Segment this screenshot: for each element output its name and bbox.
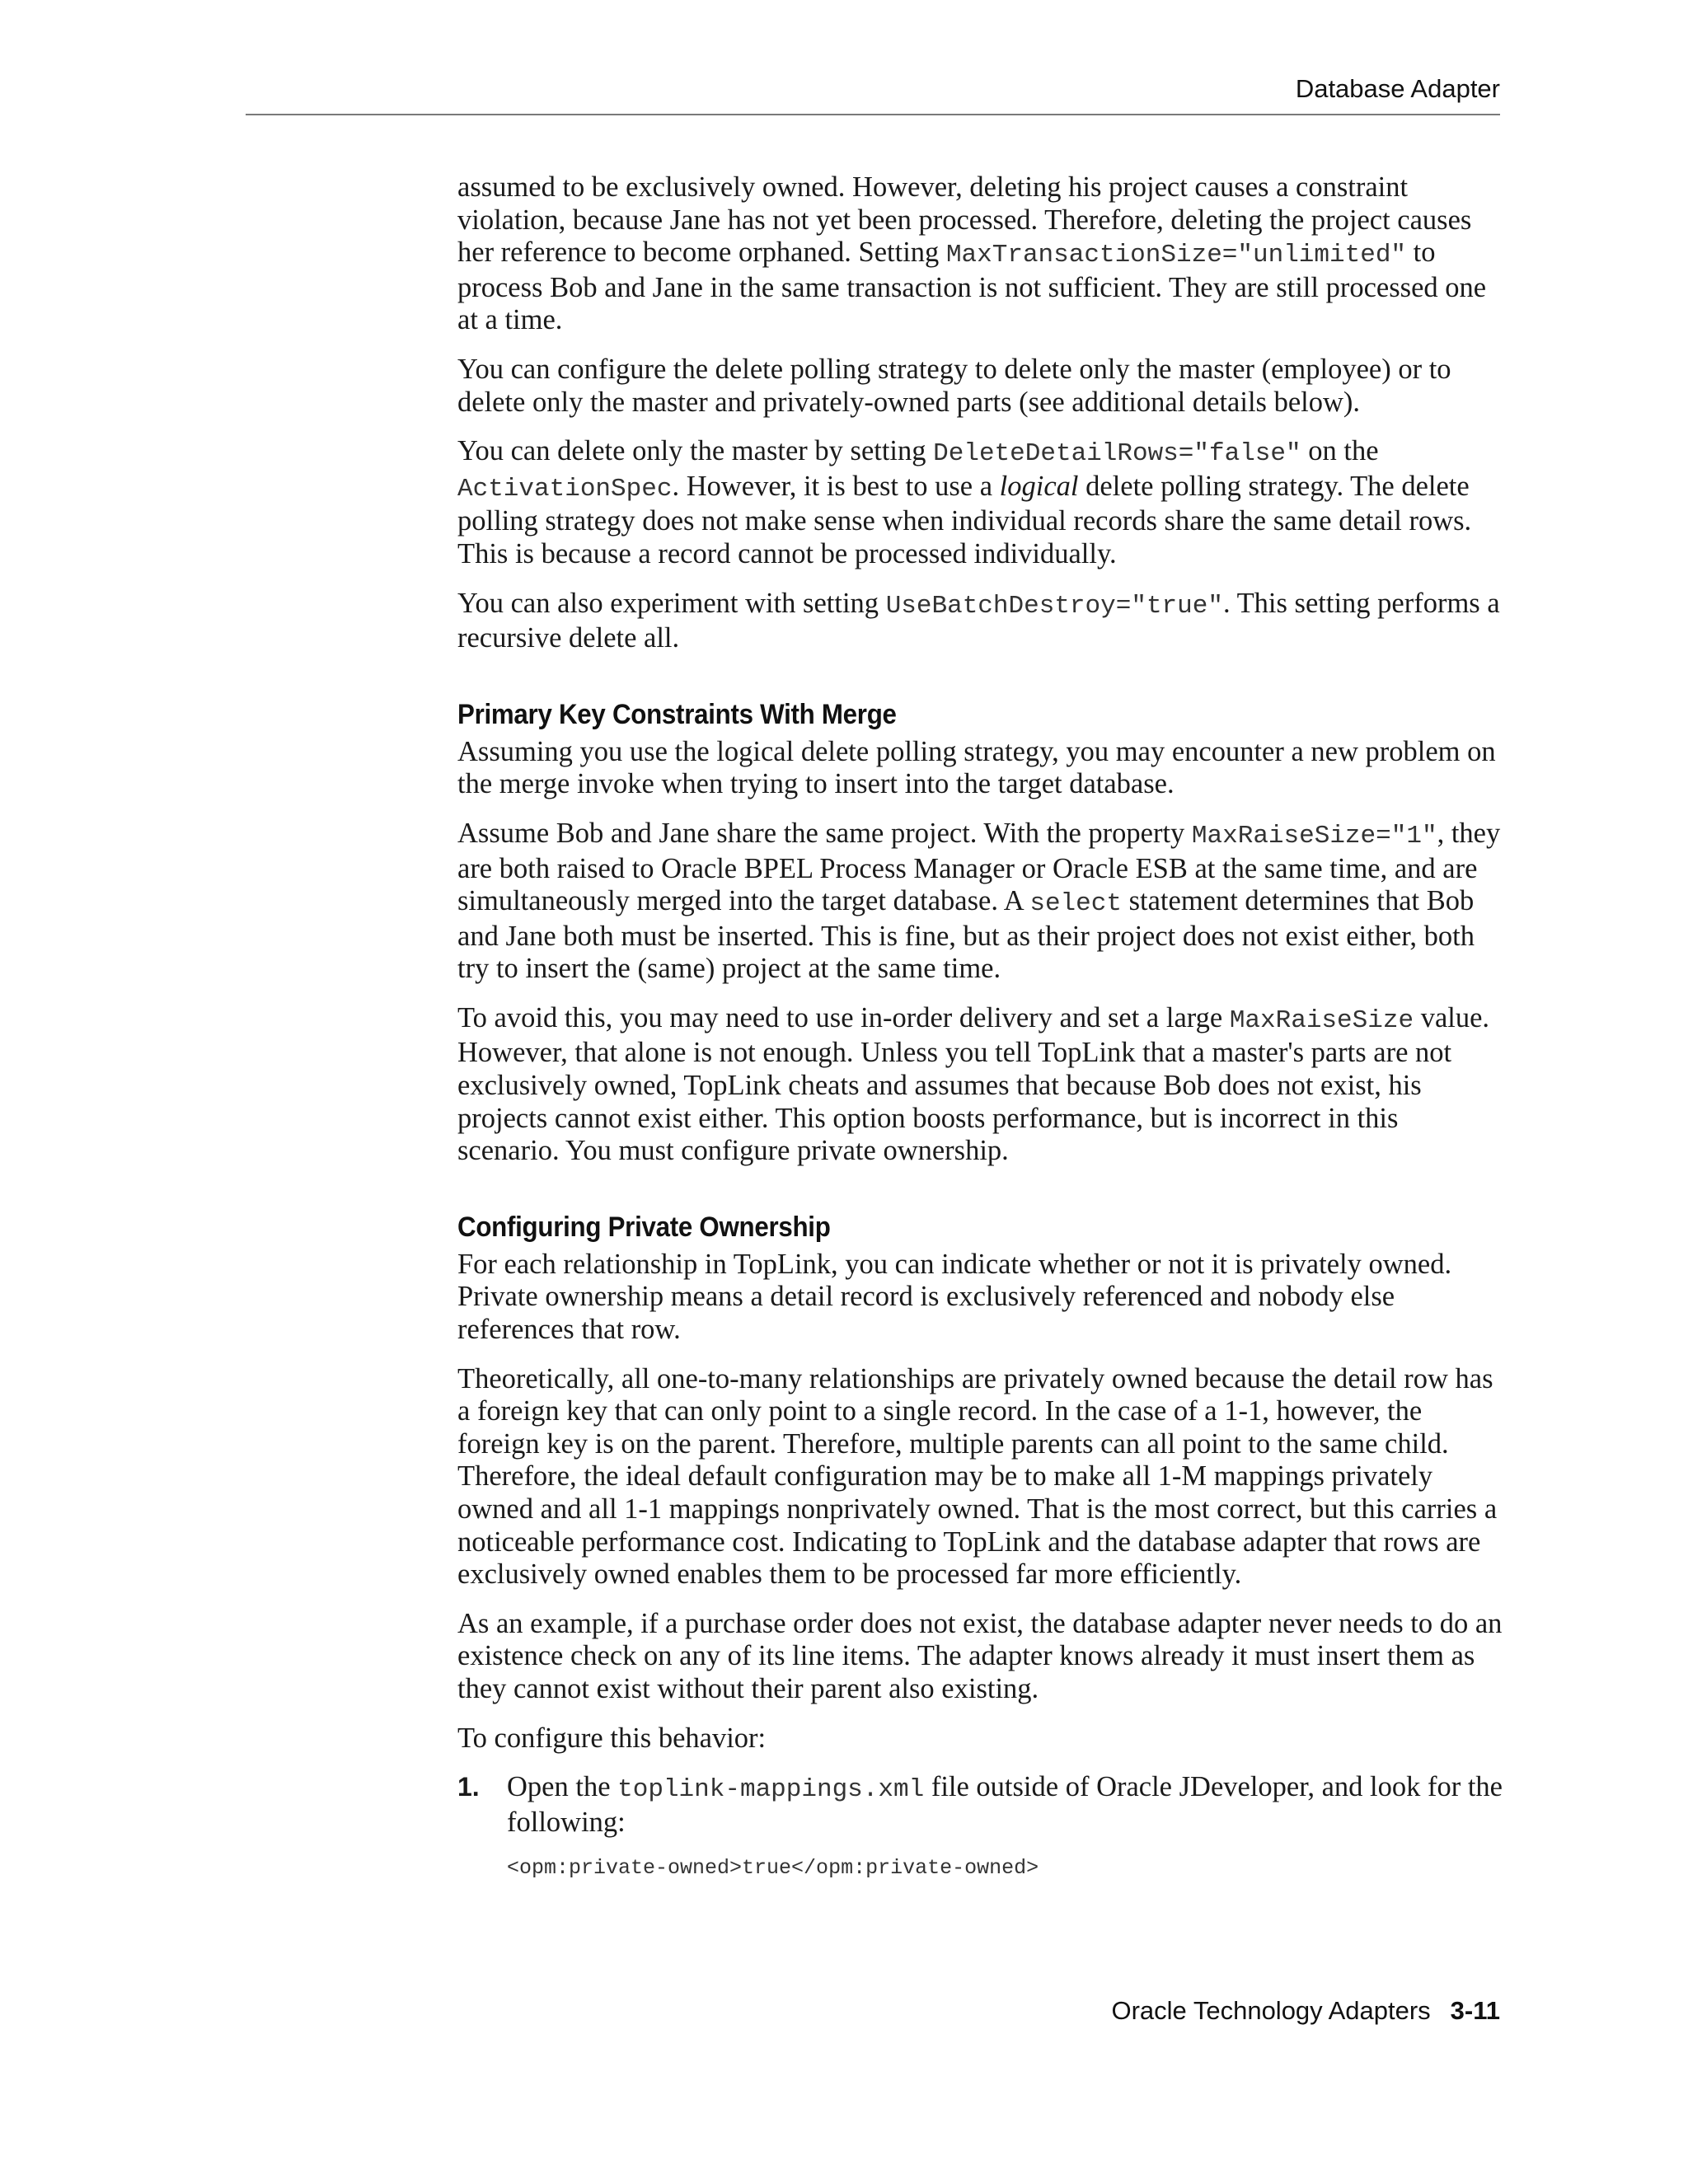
paragraph-10: As an example, if a purchase order does not exist, the database adapter never needs to do an existence check on any of its line items. The adapter knows already it must insert them as they cannot exist without their parent also existing. bbox=[457, 1607, 1503, 1704]
code-inline: select bbox=[1029, 889, 1122, 919]
text: assumed to be exclusively owned. However, deleting his project causes a constraint violation, because Jane has not yet been processed. Therefore, deleting the project causes her reference to become orphaned. Setting bbox=[457, 171, 1472, 269]
paragraph-9: Theoretically, all one-to-many relationships are privately owned because the detail row has a foreign key that can only point to a single record. In the case of a 1-1, however, the foreign key is on the parent. Therefore, multiple parents can all point to the same child. Therefore, the ideal default configuration may be to make all 1-M mappings privately owned and all 1-1 mappings nonprivately owned. That is the most correct, but this carries a noticeable performance cost. Indicating to TopLink and the database adapter that rows are exclusively owned enables them to be processed far more efficiently. bbox=[457, 1362, 1498, 1591]
text: Assume Bob and Jane share the same project. With the property bbox=[457, 817, 1192, 849]
step-number: 1. bbox=[457, 1772, 480, 1802]
text: Open the bbox=[507, 1771, 618, 1803]
text: To avoid this, you may need to use in-order delivery and set a large bbox=[457, 1001, 1230, 1033]
text: statement determines that Bob and Jane both must be inserted. This is fine, but as their project does not exist either, both try to insert the (same) project at the same time. bbox=[457, 885, 1475, 985]
emphasis: logical bbox=[999, 470, 1079, 502]
step-1 bbox=[457, 1771, 1503, 1839]
paragraph-11: To configure this behavior: bbox=[457, 1722, 767, 1754]
code-example: <opm:private-owned>true</opm:private-owned> bbox=[507, 1856, 1039, 1881]
code-inline: DeleteDetailRows="false" bbox=[933, 439, 1301, 469]
paragraph-5: Assuming you use the logical delete polling strategy, you may encounter a new problem on the merge invoke when trying to insert into the target database. bbox=[457, 735, 1496, 800]
code-inline: UseBatchDestroy="true" bbox=[885, 591, 1223, 621]
body-column bbox=[457, 171, 1503, 1882]
code-inline: MaxTransactionSize="unlimited" bbox=[945, 241, 1407, 270]
text: . This setting performs a recursive delete all. bbox=[457, 587, 1500, 654]
paragraph-6 bbox=[457, 818, 1503, 986]
text: . However, it is best to use a bbox=[672, 470, 1000, 502]
text: , they are both raised to Oracle BPEL Process Manager or Oracle ESB at the same time, and are simultaneously merged into the target database. A bbox=[457, 817, 1501, 917]
code-inline: ActivationSpec bbox=[457, 474, 673, 504]
paragraph-1 bbox=[457, 171, 1503, 337]
text: You can delete only the master by setting bbox=[457, 435, 934, 467]
code-inline: toplink-mappings.xml bbox=[617, 1775, 925, 1805]
text: on the bbox=[1301, 435, 1379, 467]
text: You can also experiment with setting bbox=[457, 587, 886, 619]
text: delete polling strategy. The delete polling strategy does not make sense when individual records share the same detail rows. This is because a record cannot be processed individually. bbox=[457, 470, 1472, 569]
section-heading-primary-key: Primary Key Constraints With Merge bbox=[457, 698, 897, 730]
paragraph-4 bbox=[457, 588, 1503, 655]
footer-title: Oracle Technology Adapters bbox=[1111, 1996, 1431, 2025]
text: file outside of Oracle JDeveloper, and look for the following: bbox=[507, 1771, 1503, 1838]
section-heading-private-ownership: Configuring Private Ownership bbox=[457, 1211, 831, 1243]
page-number: 3-11 bbox=[1450, 1996, 1500, 2025]
paragraph-7 bbox=[457, 1002, 1503, 1168]
page-footer bbox=[1111, 1996, 1500, 2026]
text: to process Bob and Jane in the same transaction is not sufficient. They are still processed one at a time. bbox=[457, 237, 1487, 336]
running-head: Database Adapter bbox=[1295, 74, 1500, 103]
header-rule bbox=[246, 114, 1500, 115]
text: value. However, that alone is not enough. Unless you tell TopLink that a master's parts are not exclusively owned, TopLink cheats and assumes that because Bob does not exist, his projects cannot exist either. This option boosts performance, but is incorrect in this scenario. You must configure private ownership. bbox=[457, 1001, 1490, 1167]
paragraph-2: You can configure the delete polling strategy to delete only the master (employee) or to delete only the master and privately-owned parts (see additional details below). bbox=[457, 353, 1451, 418]
code-inline: MaxRaiseSize="1" bbox=[1191, 821, 1437, 851]
paragraph-8: For each relationship in TopLink, you can indicate whether or not it is privately owned. Private ownership means a detail record is exclusively referenced and nobody else references that row. bbox=[457, 1248, 1452, 1346]
paragraph-3 bbox=[457, 435, 1503, 570]
code-inline: MaxRaiseSize bbox=[1229, 1005, 1414, 1035]
